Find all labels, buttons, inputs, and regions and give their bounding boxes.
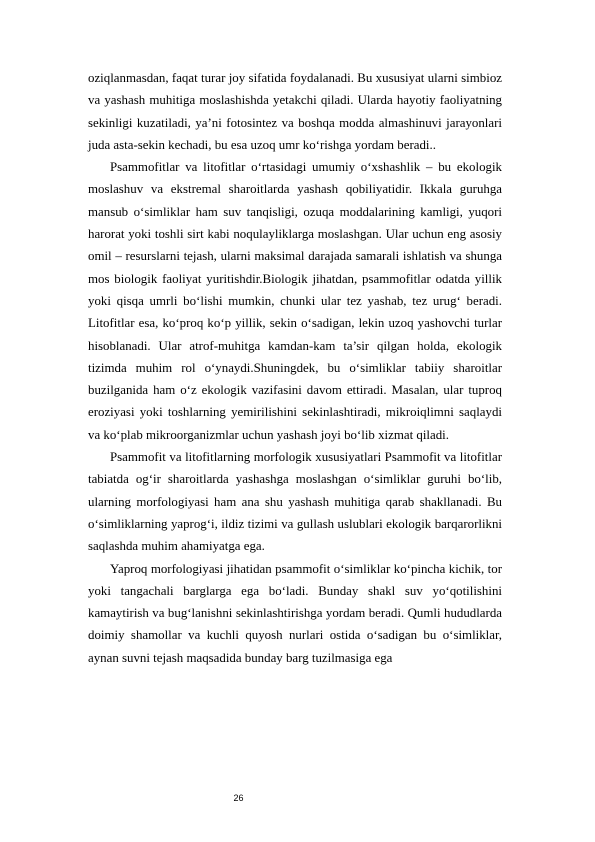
paragraph-similarity: Psammofitlar va litofitlar o‘rtasidagi umumiy o‘xshashlik – bu ekologik moslashuv va ekstremal sharoitlarda yashash qobiliyatidir. Ikkala guruhga mansub o‘simliklar ham suv tanqisligi, ozuqa moddalarining kamligi, yuqori harorat yoki toshli sirt kabi noqulayliklarga moslashgan. Ular uchun eng asosiy omil – resurslarni tejash, ularni maksimal darajada samarali ishlatish va shunga mos biologik faoliyat yuritishdir.Biologik jihatdan, psammofitlar odatda yillik yoki qisqa umrli bo‘lishi mumkin, chunki ular tez yashab, tez urug‘ beradi. Litofitlar esa, ko‘proq ko‘p yillik, sekin o‘sadigan, lekin uzoq yashovchi turlar hisoblanadi. Ular atrof-muhitga kamdan-kam ta’sir qilgan holda, ekologik tizimda muhim rol o‘ynaydi.Shuningdek, bu o‘simliklar tabiiy sharoitlar buzilganida ham o‘z ekologik vazifasini davom ettiradi. Masalan, ular tuproq eroziyasi yoki toshlarning yemirilishini sekinlashtiradi, mikroiqlimni saqlaydi va ko‘plab mikroorganizmlar uchun yashash joyi bo‘lib xizmat qiladi. bbox=[88, 160, 502, 442]
body-text bbox=[88, 67, 502, 669]
page-number: 26 bbox=[233, 793, 244, 803]
paragraph-morphology: Psammofit va litofitlarning morfologik xususiyatlari Psammofit va litofitlar tabiatda og‘ir sharoitlarda yashashga moslashgan o‘simliklar guruhi bo‘lib, ularning morfologiyasi ham ana shu yashash muhitiga qarab shakllanadi. Bu o‘simliklarning yaprog‘i, ildiz tizimi va gullash uslublari ekologik barqarorlikni saqlashda muhim ahamiyatga ega. bbox=[88, 450, 502, 554]
paragraph-leaf-morphology: Yaproq morfologiyasi jihatidan psammofit o‘simliklar ko‘pincha kichik, tor yoki tangachali barglarga ega bo‘ladi. Bunday shakl suv yo‘qotilishini kamaytirish va bug‘lanishni sekinlashtirishga yordam beradi. Qumli hududlarda doimiy shamollar va kuchli quyosh nurlari ostida o‘sadigan bu o‘simliklar, aynan suvni tejash maqsadida bunday barg tuzilmasiga ega bbox=[88, 561, 502, 665]
paragraph-continuation: oziqlanmasdan, faqat turar joy sifatida foydalanadi. Bu xususiyat ularni simbioz va yashash muhitiga moslashishda yetakchi qiladi. Ularda hayotiy faoliyatning sekinligi kuzatiladi, ya’ni fotosintez va boshqa modda almashinuvi jarayonlari juda asta-sekin kechadi, bu esa uzoq umr ko‘rishga yordam beradi.. bbox=[88, 71, 502, 152]
